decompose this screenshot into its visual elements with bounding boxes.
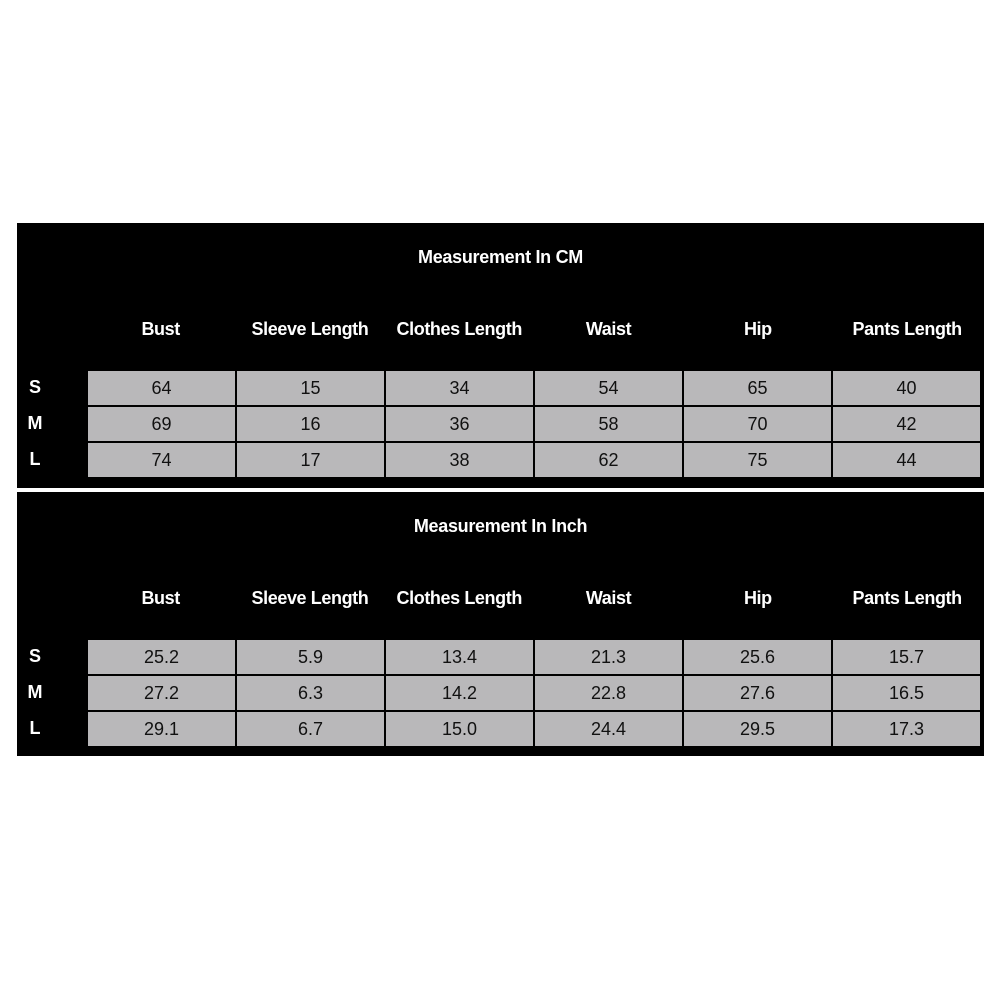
- size-labels: [17, 369, 86, 477]
- chart-title: Measurement In Inch: [413, 516, 588, 536]
- size-label-s: S: [28, 646, 41, 666]
- column-header-hip: Hip: [743, 319, 772, 339]
- table-cell: 34: [386, 371, 533, 405]
- table-cell: 15: [237, 371, 384, 405]
- table-cell: 54: [535, 371, 682, 405]
- table-cell: 25.6: [684, 640, 831, 674]
- column-header-bust: Bust: [141, 588, 180, 608]
- table-cell: 36: [386, 407, 533, 441]
- measurement-grid: [86, 369, 982, 479]
- chart-title: Measurement In CM: [418, 247, 583, 267]
- table-cell: 16: [237, 407, 384, 441]
- table-cell: 44: [833, 443, 980, 477]
- column-header-sleeve-length: Sleeve Length: [251, 588, 369, 608]
- size-label-l: L: [29, 449, 41, 469]
- column-header-bust: Bust: [141, 319, 180, 339]
- column-headers: [86, 319, 982, 340]
- table-cell: 42: [833, 407, 980, 441]
- table-cell: 58: [535, 407, 682, 441]
- table-cell: 6.3: [237, 676, 384, 710]
- column-header-hip: Hip: [743, 588, 772, 608]
- table-cell: 22.8: [535, 676, 682, 710]
- size-label-m: M: [27, 413, 43, 433]
- table-cell: 21.3: [535, 640, 682, 674]
- size-label-s: S: [28, 377, 41, 397]
- table-cell: 5.9: [237, 640, 384, 674]
- column-header-clothes-length: Clothes Length: [396, 319, 522, 339]
- column-header-sleeve-length: Sleeve Length: [251, 319, 369, 339]
- column-header-waist: Waist: [585, 319, 632, 339]
- table-cell: 70: [684, 407, 831, 441]
- column-header-pants-length: Pants Length: [852, 588, 962, 608]
- table-cell: 25.2: [88, 640, 235, 674]
- table-cell: 15.7: [833, 640, 980, 674]
- table-cell: 62: [535, 443, 682, 477]
- table-cell: 27.2: [88, 676, 235, 710]
- measurement-grid: [86, 638, 982, 748]
- table-cell: 17.3: [833, 712, 980, 746]
- column-header-clothes-length: Clothes Length: [396, 588, 522, 608]
- table-cell: 69: [88, 407, 235, 441]
- table-cell: 29.5: [684, 712, 831, 746]
- size-chart-cm: [17, 223, 984, 488]
- table-cell: 29.1: [88, 712, 235, 746]
- table-cell: 17: [237, 443, 384, 477]
- table-cell: 75: [684, 443, 831, 477]
- table-cell: 64: [88, 371, 235, 405]
- size-chart-inch: [17, 492, 984, 756]
- table-cell: 65: [684, 371, 831, 405]
- table-cell: 27.6: [684, 676, 831, 710]
- size-label-l: L: [29, 718, 41, 738]
- table-cell: 6.7: [237, 712, 384, 746]
- column-headers: [86, 588, 982, 609]
- table-cell: 24.4: [535, 712, 682, 746]
- table-cell: 14.2: [386, 676, 533, 710]
- table-cell: 74: [88, 443, 235, 477]
- table-cell: 38: [386, 443, 533, 477]
- size-label-m: M: [27, 682, 43, 702]
- table-cell: 16.5: [833, 676, 980, 710]
- column-header-waist: Waist: [585, 588, 632, 608]
- column-header-pants-length: Pants Length: [852, 319, 962, 339]
- table-cell: 13.4: [386, 640, 533, 674]
- size-labels: [17, 638, 86, 746]
- table-cell: 40: [833, 371, 980, 405]
- table-cell: 15.0: [386, 712, 533, 746]
